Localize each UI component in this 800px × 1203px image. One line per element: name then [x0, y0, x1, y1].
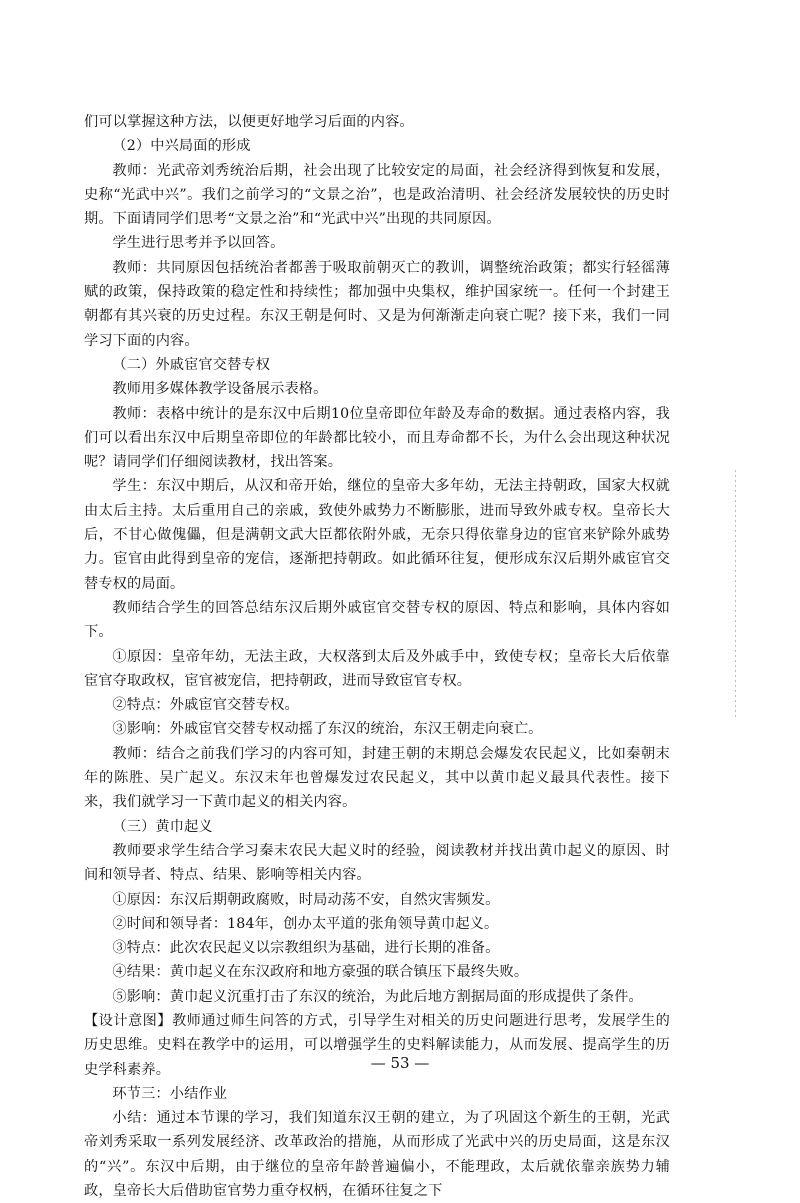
list-item: ③特点：此次农民起义以宗教组织为基础，进行长期的准备。 — [112, 940, 500, 957]
page-number: — 53 — — [370, 1054, 430, 1072]
paragraph: 学生进行思考并予以回答。 — [112, 235, 285, 252]
paragraph: 教师：光武帝刘秀统治后期，社会出现了比较安定的局面，社会经济得到恢复和发展，史称“光武中兴”。我们之前学习的“文景之治”，也是政治清明、社会经济发展较快的历史时期。下面请同学们思考“文景之治”和“光武中兴”出现的共同原因。 — [84, 162, 670, 228]
section-heading: （2）中兴局面的形成 — [112, 138, 251, 155]
design-intent-paragraph: 【设计意图】教师通过师生问答的方式，引导学生对相关的历史问题进行思考，发展学生的历史思维。史料在教学中的运用，可以增强学生的史料解读能力，从而发展、提高学生的历史学科素养。 — [84, 1012, 670, 1078]
section-heading: （三）黄巾起义 — [112, 818, 213, 835]
list-item: ⑤影响：黄巾起义沉重打击了东汉的统治，为此后地方割据局面的形成提供了条件。 — [112, 988, 643, 1005]
scan-edge-mark — [735, 470, 736, 720]
list-item: ①原因：皇帝年幼，无法主政，大权落到太后及外戚手中，致使专权；皇帝长大后依靠宦官夺取政权，宦官被宠信，把持朝政，进而导致宦官专权。 — [84, 648, 670, 689]
paragraph: 学生：东汉中期后，从汉和帝开始，继位的皇帝大多年幼，无法主持朝政，国家大权就由太后主持。太后重用自己的亲戚，致使外戚势力不断膨胀，进而导致外戚专权。皇帝长大后，不甘心做傀儡，但是满朝文武大臣都依附外戚，无奈只得依靠身边的宦官来铲除外戚势力。宦官由此得到皇帝的宠信，逐渐把持朝政。如此循环往复，便形成东汉后期外戚宦官交替专权的局面。 — [84, 478, 670, 592]
list-item: ②特点：外戚宦官交替专权。 — [112, 697, 299, 714]
list-item: ②时间和领导者：184年，创办太平道的张角领导黄巾起义。 — [112, 915, 499, 932]
section-heading: 环节三：小结作业 — [112, 1085, 228, 1102]
paragraph: 们可以掌握这种方法，以便更好地学习后面的内容。 — [84, 114, 414, 130]
paragraph: 教师要求学生结合学习秦末农民大起义时的经验，阅读教材并找出黄巾起义的原因、时间和领导者、特点、结果、影响等相关内容。 — [84, 842, 670, 884]
paragraph: 教师用多媒体教学设备展示表格。 — [112, 381, 328, 398]
list-item: ①原因：东汉后期朝政腐败，时局动荡不安，自然灾害频发。 — [112, 891, 500, 908]
paragraph: 教师：共同原因包括统治者都善于吸取前朝灭亡的教训，调整统治政策；都实行轻徭薄赋的政策，保持政策的稳定性和持续性；都加强中央集权，维护国家统一。任何一个封建王朝都有其兴衰的历史过程。东汉王朝是何时、又是为何渐渐走向衰亡呢？接下来，我们一同学习下面的内容。 — [84, 259, 670, 349]
list-item: ③影响：外戚宦官交替专权动摇了东汉的统治，东汉王朝走向衰亡。 — [112, 721, 543, 738]
paragraph: 教师：表格中统计的是东汉中后期10位皇帝即位年龄及寿命的数据。通过表格内容，我们可以看出东汉中后期皇帝即位的年龄都比较小，而且寿命都不长，为什么会出现这种状况呢？请同学们仔细阅读教材，找出答案。 — [84, 405, 670, 471]
paragraph: 教师结合学生的回答总结东汉后期外戚宦官交替专权的原因、特点和影响，具体内容如下。 — [84, 599, 670, 641]
paragraph: 小结：通过本节课的学习，我们知道东汉王朝的建立，为了巩固这个新生的王朝，光武帝刘秀采取一系列发展经济、改革政治的措施，从而形成了光武中兴的历史局面，这是东汉的“兴”。东汉中后期，由于继位的皇帝年龄普遍偏小，不能理政，太后就依靠亲族势力辅政，皇帝长大后借助宦官势力重夺权柄，在循环往复之下 — [84, 1110, 670, 1200]
document-body — [84, 110, 670, 1203]
paragraph: 教师：结合之前我们学习的内容可知，封建王朝的末期总会爆发农民起义，比如秦朝末年的陈胜、吴广起义。东汉末年也曾爆发过农民起义，其中以黄巾起义最具代表性。接下来，我们就学习一下黄巾起义的相关内容。 — [84, 745, 670, 811]
list-item: ④结果：黄巾起义在东汉政府和地方豪强的联合镇压下最终失败。 — [112, 964, 529, 981]
section-heading: （二）外戚宦官交替专权 — [112, 356, 271, 373]
